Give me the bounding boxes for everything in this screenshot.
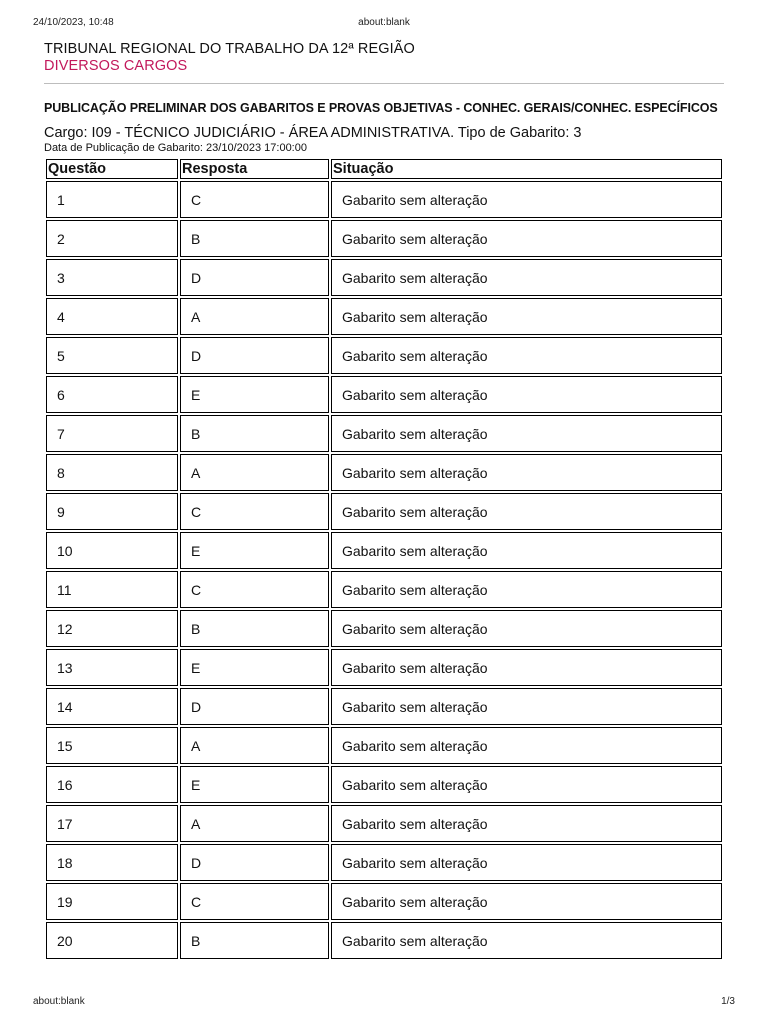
cell-resposta: A xyxy=(180,805,329,842)
table-row xyxy=(46,454,722,491)
cell-questao: 2 xyxy=(46,220,178,257)
answer-key-table xyxy=(44,157,724,961)
cell-situacao: Gabarito sem alteração xyxy=(331,844,722,881)
cell-questao: 5 xyxy=(46,337,178,374)
cell-resposta: D xyxy=(180,688,329,725)
cell-resposta: C xyxy=(180,493,329,530)
header-situacao: Situação xyxy=(331,159,722,179)
publication-date: Data de Publicação de Gabarito: 23/10/2023 17:00:00 xyxy=(44,142,307,154)
table-row xyxy=(46,181,722,218)
cell-questao: 11 xyxy=(46,571,178,608)
table-row xyxy=(46,571,722,608)
cell-resposta: E xyxy=(180,766,329,803)
cell-resposta: B xyxy=(180,220,329,257)
cell-resposta: D xyxy=(180,259,329,296)
table-body xyxy=(46,181,722,959)
cell-resposta: E xyxy=(180,649,329,686)
cell-resposta: A xyxy=(180,454,329,491)
cell-resposta: A xyxy=(180,298,329,335)
table-row xyxy=(46,727,722,764)
cell-situacao: Gabarito sem alteração xyxy=(331,415,722,452)
cell-situacao: Gabarito sem alteração xyxy=(331,688,722,725)
table-row xyxy=(46,610,722,647)
cell-questao: 4 xyxy=(46,298,178,335)
cell-situacao: Gabarito sem alteração xyxy=(331,454,722,491)
cell-questao: 15 xyxy=(46,727,178,764)
table-row xyxy=(46,337,722,374)
cell-questao: 19 xyxy=(46,883,178,920)
table-row xyxy=(46,298,722,335)
table-row xyxy=(46,220,722,257)
print-footer xyxy=(33,996,735,1010)
table-row xyxy=(46,376,722,413)
cell-situacao: Gabarito sem alteração xyxy=(331,298,722,335)
table-row xyxy=(46,259,722,296)
cell-situacao: Gabarito sem alteração xyxy=(331,376,722,413)
cell-questao: 3 xyxy=(46,259,178,296)
cell-resposta: B xyxy=(180,922,329,959)
cell-questao: 18 xyxy=(46,844,178,881)
cell-situacao: Gabarito sem alteração xyxy=(331,181,722,218)
cell-questao: 16 xyxy=(46,766,178,803)
print-url: about:blank xyxy=(358,17,410,28)
cell-resposta: D xyxy=(180,844,329,881)
cell-resposta: C xyxy=(180,883,329,920)
cell-situacao: Gabarito sem alteração xyxy=(331,922,722,959)
header-questao: Questão xyxy=(46,159,178,179)
cargo-line: Cargo: I09 - TÉCNICO JUDICIÁRIO - ÁREA ADMINISTRATIVA. Tipo de Gabarito: 3 xyxy=(44,125,582,141)
cell-resposta: C xyxy=(180,181,329,218)
cell-questao: 12 xyxy=(46,610,178,647)
print-date: 24/10/2023, 10:48 xyxy=(33,17,114,28)
cell-resposta: A xyxy=(180,727,329,764)
table-row xyxy=(46,844,722,881)
table-row xyxy=(46,649,722,686)
table-row xyxy=(46,805,722,842)
cell-situacao: Gabarito sem alteração xyxy=(331,493,722,530)
cell-questao: 14 xyxy=(46,688,178,725)
table-header-row xyxy=(46,159,722,179)
cell-questao: 9 xyxy=(46,493,178,530)
cell-questao: 6 xyxy=(46,376,178,413)
print-header xyxy=(33,17,735,31)
cell-resposta: C xyxy=(180,571,329,608)
cell-resposta: B xyxy=(180,610,329,647)
table-row xyxy=(46,532,722,569)
cell-resposta: B xyxy=(180,415,329,452)
cell-situacao: Gabarito sem alteração xyxy=(331,766,722,803)
cell-situacao: Gabarito sem alteração xyxy=(331,259,722,296)
divider xyxy=(44,83,724,84)
cell-situacao: Gabarito sem alteração xyxy=(331,727,722,764)
cell-resposta: D xyxy=(180,337,329,374)
cell-questao: 7 xyxy=(46,415,178,452)
cell-resposta: E xyxy=(180,376,329,413)
footer-url: about:blank xyxy=(33,996,85,1007)
cell-situacao: Gabarito sem alteração xyxy=(331,883,722,920)
cell-situacao: Gabarito sem alteração xyxy=(331,805,722,842)
cell-situacao: Gabarito sem alteração xyxy=(331,532,722,569)
cell-resposta: E xyxy=(180,532,329,569)
publication-title: PUBLICAÇÃO PRELIMINAR DOS GABARITOS E PROVAS OBJETIVAS - CONHEC. GERAIS/CONHEC. ESPECÍFICOS xyxy=(44,101,718,115)
cell-questao: 13 xyxy=(46,649,178,686)
table-row xyxy=(46,688,722,725)
org-title: TRIBUNAL REGIONAL DO TRABALHO DA 12ª REGIÃO xyxy=(44,41,415,57)
cell-questao: 1 xyxy=(46,181,178,218)
cell-situacao: Gabarito sem alteração xyxy=(331,571,722,608)
cell-situacao: Gabarito sem alteração xyxy=(331,649,722,686)
cell-situacao: Gabarito sem alteração xyxy=(331,220,722,257)
table-row xyxy=(46,922,722,959)
cell-questao: 8 xyxy=(46,454,178,491)
table-row xyxy=(46,766,722,803)
cell-situacao: Gabarito sem alteração xyxy=(331,337,722,374)
cell-situacao: Gabarito sem alteração xyxy=(331,610,722,647)
table-row xyxy=(46,883,722,920)
header-resposta: Resposta xyxy=(180,159,329,179)
table-row xyxy=(46,415,722,452)
cell-questao: 20 xyxy=(46,922,178,959)
table-row xyxy=(46,493,722,530)
org-subtitle: DIVERSOS CARGOS xyxy=(44,58,188,74)
cell-questao: 17 xyxy=(46,805,178,842)
cell-questao: 10 xyxy=(46,532,178,569)
page-number: 1/3 xyxy=(721,996,735,1007)
